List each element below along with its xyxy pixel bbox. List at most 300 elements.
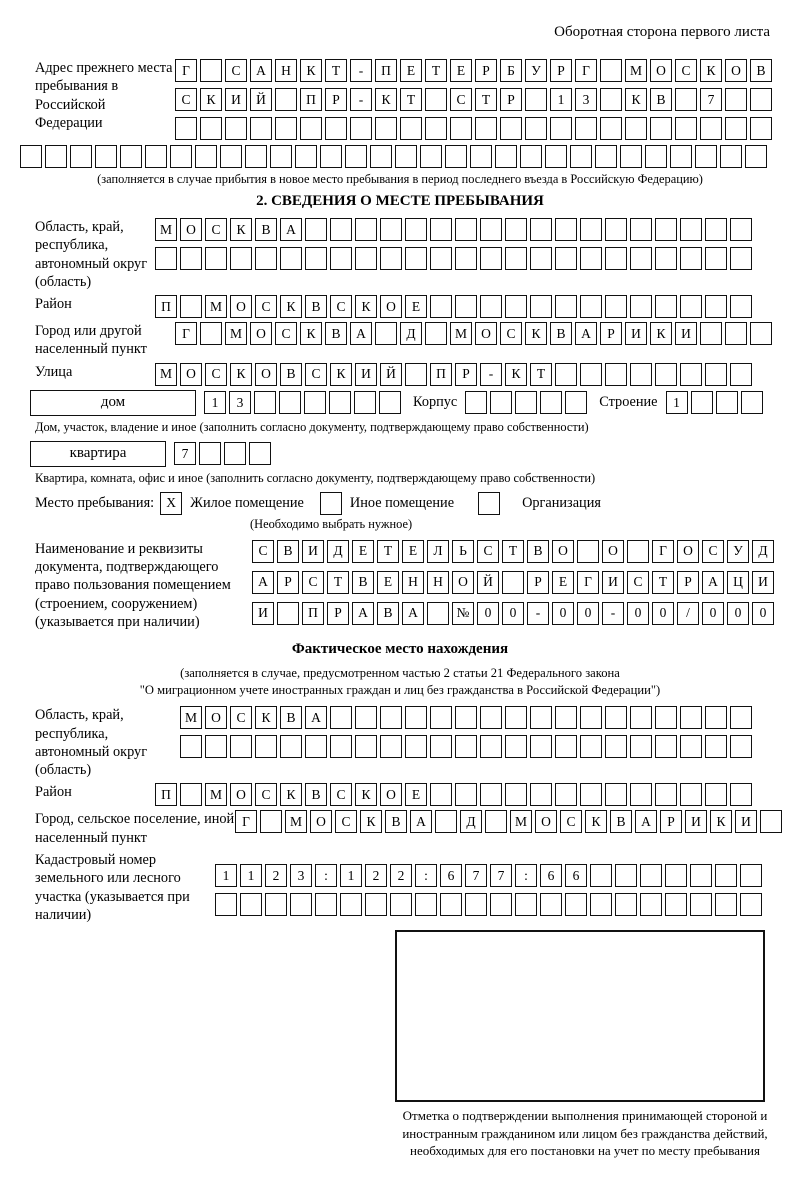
form-cell[interactable] [305, 218, 327, 241]
form-cell[interactable] [70, 145, 92, 168]
form-cell[interactable] [705, 363, 727, 386]
form-cell[interactable]: В [610, 810, 632, 833]
form-cell[interactable]: И [302, 540, 324, 563]
form-cell[interactable] [665, 864, 687, 887]
form-cell[interactable]: Р [325, 88, 347, 111]
form-cell[interactable] [725, 322, 747, 345]
form-cell[interactable] [695, 145, 717, 168]
form-cell[interactable] [365, 893, 387, 916]
form-cell[interactable] [180, 735, 202, 758]
form-cell[interactable]: В [255, 218, 277, 241]
form-cell[interactable]: А [280, 218, 302, 241]
form-cell[interactable]: О [650, 59, 672, 82]
form-cell[interactable] [650, 117, 672, 140]
s3-district-cells[interactable] [155, 783, 752, 806]
form-cell[interactable] [470, 145, 492, 168]
form-cell[interactable]: М [450, 322, 472, 345]
form-cell[interactable]: 2 [365, 864, 387, 887]
city-cells[interactable] [175, 322, 772, 345]
form-cell[interactable]: И [752, 571, 774, 594]
form-cell[interactable]: С [230, 706, 252, 729]
form-cell[interactable] [555, 218, 577, 241]
form-cell[interactable]: Й [477, 571, 499, 594]
form-cell[interactable]: Н [402, 571, 424, 594]
form-cell[interactable] [254, 391, 276, 414]
form-cell[interactable] [345, 145, 367, 168]
form-cell[interactable]: С [330, 783, 352, 806]
form-cell[interactable] [380, 735, 402, 758]
form-cell[interactable] [325, 117, 347, 140]
form-cell[interactable]: Д [460, 810, 482, 833]
form-cell[interactable]: Н [275, 59, 297, 82]
form-cell[interactable] [605, 735, 627, 758]
form-cell[interactable] [630, 295, 652, 318]
form-cell[interactable] [605, 706, 627, 729]
form-cell[interactable] [180, 783, 202, 806]
form-cell[interactable]: Е [405, 783, 427, 806]
form-cell[interactable]: Т [400, 88, 422, 111]
form-cell[interactable]: 6 [540, 864, 562, 887]
form-cell[interactable] [455, 247, 477, 270]
form-cell[interactable] [200, 322, 222, 345]
stroenie-cells[interactable] [666, 391, 763, 414]
form-cell[interactable] [180, 247, 202, 270]
form-cell[interactable]: М [155, 363, 177, 386]
form-cell[interactable]: - [350, 88, 372, 111]
form-cell[interactable] [605, 247, 627, 270]
form-cell[interactable]: О [452, 571, 474, 594]
form-cell[interactable] [730, 295, 752, 318]
form-cell[interactable]: А [352, 602, 374, 625]
form-cell[interactable] [705, 247, 727, 270]
form-cell[interactable] [625, 117, 647, 140]
form-cell[interactable] [745, 145, 767, 168]
form-cell[interactable] [655, 735, 677, 758]
form-cell[interactable]: 0 [627, 602, 649, 625]
form-cell[interactable]: В [650, 88, 672, 111]
form-cell[interactable]: Д [400, 322, 422, 345]
form-cell[interactable] [430, 706, 452, 729]
organization-checkbox[interactable] [478, 492, 500, 515]
form-cell[interactable] [255, 247, 277, 270]
form-cell[interactable]: : [515, 864, 537, 887]
form-cell[interactable]: А [410, 810, 432, 833]
form-cell[interactable] [354, 391, 376, 414]
form-cell[interactable] [565, 391, 587, 414]
form-cell[interactable]: Е [405, 295, 427, 318]
form-cell[interactable] [490, 893, 512, 916]
form-cell[interactable]: К [280, 783, 302, 806]
form-cell[interactable]: О [250, 322, 272, 345]
form-cell[interactable] [630, 735, 652, 758]
house-number-cells[interactable] [204, 391, 401, 414]
form-cell[interactable]: Г [175, 322, 197, 345]
form-cell[interactable] [320, 492, 342, 515]
form-cell[interactable]: О [230, 783, 252, 806]
form-cell[interactable]: М [180, 706, 202, 729]
form-cell[interactable]: О [380, 783, 402, 806]
form-cell[interactable] [445, 145, 467, 168]
form-cell[interactable]: 1 [240, 864, 262, 887]
form-cell[interactable] [741, 391, 763, 414]
form-cell[interactable] [425, 322, 447, 345]
form-cell[interactable] [279, 391, 301, 414]
form-cell[interactable] [355, 247, 377, 270]
form-cell[interactable]: О [552, 540, 574, 563]
form-cell[interactable] [430, 247, 452, 270]
form-cell[interactable] [750, 322, 772, 345]
form-cell[interactable]: У [727, 540, 749, 563]
form-cell[interactable] [545, 145, 567, 168]
other-checkbox[interactable] [320, 492, 342, 515]
form-cell[interactable] [379, 391, 401, 414]
form-cell[interactable] [225, 117, 247, 140]
form-cell[interactable] [750, 117, 772, 140]
form-cell[interactable] [455, 783, 477, 806]
form-cell[interactable] [630, 706, 652, 729]
form-cell[interactable] [350, 117, 372, 140]
form-cell[interactable] [420, 145, 442, 168]
form-cell[interactable]: В [377, 602, 399, 625]
form-cell[interactable] [330, 735, 352, 758]
form-cell[interactable]: К [255, 706, 277, 729]
form-cell[interactable] [630, 363, 652, 386]
form-cell[interactable] [515, 893, 537, 916]
form-cell[interactable]: К [375, 88, 397, 111]
form-cell[interactable]: С [205, 363, 227, 386]
form-cell[interactable]: С [702, 540, 724, 563]
form-cell[interactable] [640, 893, 662, 916]
form-cell[interactable]: Е [552, 571, 574, 594]
form-cell[interactable]: 1 [666, 391, 688, 414]
form-cell[interactable]: 7 [490, 864, 512, 887]
form-cell[interactable] [595, 145, 617, 168]
form-cell[interactable]: 0 [577, 602, 599, 625]
form-cell[interactable] [230, 735, 252, 758]
form-cell[interactable]: С [255, 783, 277, 806]
form-cell[interactable] [475, 117, 497, 140]
form-cell[interactable] [230, 247, 252, 270]
form-cell[interactable]: 0 [702, 602, 724, 625]
form-cell[interactable] [700, 322, 722, 345]
form-cell[interactable] [680, 783, 702, 806]
form-cell[interactable]: 3 [229, 391, 251, 414]
form-cell[interactable] [480, 735, 502, 758]
form-cell[interactable]: А [252, 571, 274, 594]
form-cell[interactable] [425, 117, 447, 140]
form-cell[interactable]: 0 [477, 602, 499, 625]
form-cell[interactable] [390, 893, 412, 916]
form-cell[interactable] [580, 247, 602, 270]
form-cell[interactable] [280, 247, 302, 270]
form-cell[interactable]: И [735, 810, 757, 833]
form-cell[interactable] [505, 295, 527, 318]
apartment-number-cells[interactable] [174, 442, 271, 465]
form-cell[interactable] [315, 893, 337, 916]
form-cell[interactable] [380, 247, 402, 270]
form-cell[interactable] [700, 117, 722, 140]
form-cell[interactable]: 7 [174, 442, 196, 465]
form-cell[interactable]: В [385, 810, 407, 833]
form-cell[interactable] [330, 218, 352, 241]
form-cell[interactable]: Ь [452, 540, 474, 563]
form-cell[interactable] [485, 810, 507, 833]
form-cell[interactable] [480, 218, 502, 241]
form-cell[interactable] [715, 864, 737, 887]
form-cell[interactable] [280, 735, 302, 758]
form-cell[interactable] [430, 783, 452, 806]
form-cell[interactable] [205, 735, 227, 758]
form-cell[interactable]: 7 [700, 88, 722, 111]
form-cell[interactable] [580, 295, 602, 318]
form-cell[interactable] [95, 145, 117, 168]
form-cell[interactable]: А [635, 810, 657, 833]
form-cell[interactable] [415, 893, 437, 916]
form-cell[interactable] [405, 735, 427, 758]
form-cell[interactable] [249, 442, 271, 465]
form-cell[interactable] [530, 218, 552, 241]
prev-address-cells-row-3[interactable] [175, 117, 772, 140]
form-cell[interactable] [705, 295, 727, 318]
form-cell[interactable] [640, 864, 662, 887]
form-cell[interactable] [490, 391, 512, 414]
form-cell[interactable]: Р [527, 571, 549, 594]
form-cell[interactable]: В [280, 706, 302, 729]
form-cell[interactable]: Р [550, 59, 572, 82]
form-cell[interactable]: П [155, 295, 177, 318]
form-cell[interactable]: Р [500, 88, 522, 111]
form-cell[interactable]: И [602, 571, 624, 594]
form-cell[interactable] [480, 295, 502, 318]
form-cell[interactable] [730, 735, 752, 758]
form-cell[interactable]: В [280, 363, 302, 386]
form-cell[interactable]: А [350, 322, 372, 345]
form-cell[interactable]: Т [652, 571, 674, 594]
form-cell[interactable]: В [550, 322, 572, 345]
form-cell[interactable] [730, 706, 752, 729]
form-cell[interactable] [170, 145, 192, 168]
form-cell[interactable] [480, 247, 502, 270]
form-cell[interactable] [224, 442, 246, 465]
form-cell[interactable] [705, 706, 727, 729]
form-cell[interactable]: Л [427, 540, 449, 563]
form-cell[interactable]: Т [502, 540, 524, 563]
form-cell[interactable]: О [475, 322, 497, 345]
form-cell[interactable] [430, 295, 452, 318]
form-cell[interactable] [655, 247, 677, 270]
form-cell[interactable] [340, 893, 362, 916]
form-cell[interactable] [45, 145, 67, 168]
form-cell[interactable]: П [375, 59, 397, 82]
form-cell[interactable] [395, 145, 417, 168]
form-cell[interactable]: А [305, 706, 327, 729]
form-cell[interactable]: В [305, 295, 327, 318]
form-cell[interactable] [465, 391, 487, 414]
form-cell[interactable] [290, 893, 312, 916]
form-cell[interactable] [725, 88, 747, 111]
form-cell[interactable] [330, 247, 352, 270]
form-cell[interactable] [740, 893, 762, 916]
form-cell[interactable]: № [452, 602, 474, 625]
form-cell[interactable]: О [310, 810, 332, 833]
form-cell[interactable]: С [275, 322, 297, 345]
form-cell[interactable] [655, 363, 677, 386]
form-cell[interactable] [275, 88, 297, 111]
form-cell[interactable] [540, 893, 562, 916]
form-cell[interactable]: О [255, 363, 277, 386]
form-cell[interactable]: Р [277, 571, 299, 594]
form-cell[interactable]: В [750, 59, 772, 82]
form-cell[interactable]: В [305, 783, 327, 806]
form-cell[interactable] [725, 117, 747, 140]
form-cell[interactable] [250, 117, 272, 140]
form-cell[interactable] [265, 893, 287, 916]
form-cell[interactable] [577, 540, 599, 563]
form-cell[interactable]: А [702, 571, 724, 594]
form-cell[interactable]: Т [327, 571, 349, 594]
form-cell[interactable] [730, 218, 752, 241]
form-cell[interactable]: 6 [440, 864, 462, 887]
form-cell[interactable] [255, 735, 277, 758]
form-cell[interactable] [630, 783, 652, 806]
form-cell[interactable] [690, 864, 712, 887]
prev-address-cells-row-1[interactable] [175, 59, 772, 82]
form-cell[interactable] [555, 247, 577, 270]
form-cell[interactable] [200, 59, 222, 82]
form-cell[interactable]: П [300, 88, 322, 111]
form-cell[interactable]: О [180, 363, 202, 386]
form-cell[interactable]: Г [652, 540, 674, 563]
form-cell[interactable]: О [725, 59, 747, 82]
form-cell[interactable] [478, 492, 500, 515]
form-cell[interactable] [575, 117, 597, 140]
form-cell[interactable]: С [500, 322, 522, 345]
cadastre-cells-row-1[interactable] [215, 864, 762, 887]
form-cell[interactable]: О [602, 540, 624, 563]
form-cell[interactable]: С [305, 363, 327, 386]
s3-region-cells-row-1[interactable] [180, 706, 752, 729]
form-cell[interactable]: С [175, 88, 197, 111]
document-cells-row-2[interactable] [252, 571, 774, 594]
form-cell[interactable]: С [302, 571, 324, 594]
form-cell[interactable] [555, 363, 577, 386]
form-cell[interactable]: Г [235, 810, 257, 833]
form-cell[interactable]: Р [455, 363, 477, 386]
form-cell[interactable] [705, 735, 727, 758]
form-cell[interactable] [455, 735, 477, 758]
form-cell[interactable] [500, 117, 522, 140]
form-cell[interactable]: Т [425, 59, 447, 82]
form-cell[interactable]: К [355, 295, 377, 318]
form-cell[interactable]: В [352, 571, 374, 594]
form-cell[interactable] [590, 893, 612, 916]
form-cell[interactable]: 0 [752, 602, 774, 625]
document-cells-row-1[interactable] [252, 540, 774, 563]
form-cell[interactable] [375, 322, 397, 345]
form-cell[interactable]: О [180, 218, 202, 241]
form-cell[interactable]: С [252, 540, 274, 563]
form-cell[interactable] [565, 893, 587, 916]
form-cell[interactable]: С [450, 88, 472, 111]
form-cell[interactable] [680, 247, 702, 270]
form-cell[interactable]: И [355, 363, 377, 386]
form-cell[interactable] [405, 706, 427, 729]
form-cell[interactable]: 7 [465, 864, 487, 887]
form-cell[interactable]: К [300, 59, 322, 82]
form-cell[interactable]: К [200, 88, 222, 111]
form-cell[interactable]: Р [677, 571, 699, 594]
form-cell[interactable]: - [350, 59, 372, 82]
form-cell[interactable] [370, 145, 392, 168]
form-cell[interactable] [655, 295, 677, 318]
form-cell[interactable]: Г [175, 59, 197, 82]
form-cell[interactable]: С [330, 295, 352, 318]
form-cell[interactable] [705, 218, 727, 241]
form-cell[interactable] [455, 706, 477, 729]
form-cell[interactable]: К [280, 295, 302, 318]
form-cell[interactable]: Е [352, 540, 374, 563]
form-cell[interactable]: Е [400, 59, 422, 82]
form-cell[interactable] [260, 810, 282, 833]
region-cells-row-2[interactable] [155, 247, 752, 270]
form-cell[interactable]: Е [377, 571, 399, 594]
form-cell[interactable]: С [560, 810, 582, 833]
form-cell[interactable]: Ц [727, 571, 749, 594]
form-cell[interactable]: 1 [550, 88, 572, 111]
form-cell[interactable] [715, 893, 737, 916]
form-cell[interactable]: К [330, 363, 352, 386]
form-cell[interactable] [600, 117, 622, 140]
form-cell[interactable]: 2 [390, 864, 412, 887]
form-cell[interactable] [605, 783, 627, 806]
form-cell[interactable] [655, 783, 677, 806]
form-cell[interactable] [405, 247, 427, 270]
form-cell[interactable]: 0 [652, 602, 674, 625]
form-cell[interactable] [600, 88, 622, 111]
form-cell[interactable] [440, 893, 462, 916]
form-cell[interactable]: С [477, 540, 499, 563]
form-cell[interactable] [275, 117, 297, 140]
form-cell[interactable] [215, 893, 237, 916]
form-cell[interactable]: О [380, 295, 402, 318]
form-cell[interactable] [330, 706, 352, 729]
form-cell[interactable]: К [300, 322, 322, 345]
form-cell[interactable]: Г [575, 59, 597, 82]
form-cell[interactable]: Т [530, 363, 552, 386]
form-cell[interactable] [530, 706, 552, 729]
form-cell[interactable] [580, 735, 602, 758]
form-cell[interactable]: - [527, 602, 549, 625]
form-cell[interactable]: : [415, 864, 437, 887]
form-cell[interactable]: 2 [265, 864, 287, 887]
district-cells[interactable] [155, 295, 752, 318]
form-cell[interactable]: Т [377, 540, 399, 563]
form-cell[interactable]: К [230, 218, 252, 241]
form-cell[interactable]: И [225, 88, 247, 111]
form-cell[interactable] [605, 363, 627, 386]
form-cell[interactable] [730, 363, 752, 386]
form-cell[interactable]: О [535, 810, 557, 833]
form-cell[interactable]: Й [250, 88, 272, 111]
form-cell[interactable]: О [205, 706, 227, 729]
form-cell[interactable] [430, 218, 452, 241]
form-cell[interactable] [605, 295, 627, 318]
form-cell[interactable] [555, 783, 577, 806]
form-cell[interactable] [716, 391, 738, 414]
form-cell[interactable] [630, 218, 652, 241]
form-cell[interactable] [570, 145, 592, 168]
form-cell[interactable] [665, 893, 687, 916]
